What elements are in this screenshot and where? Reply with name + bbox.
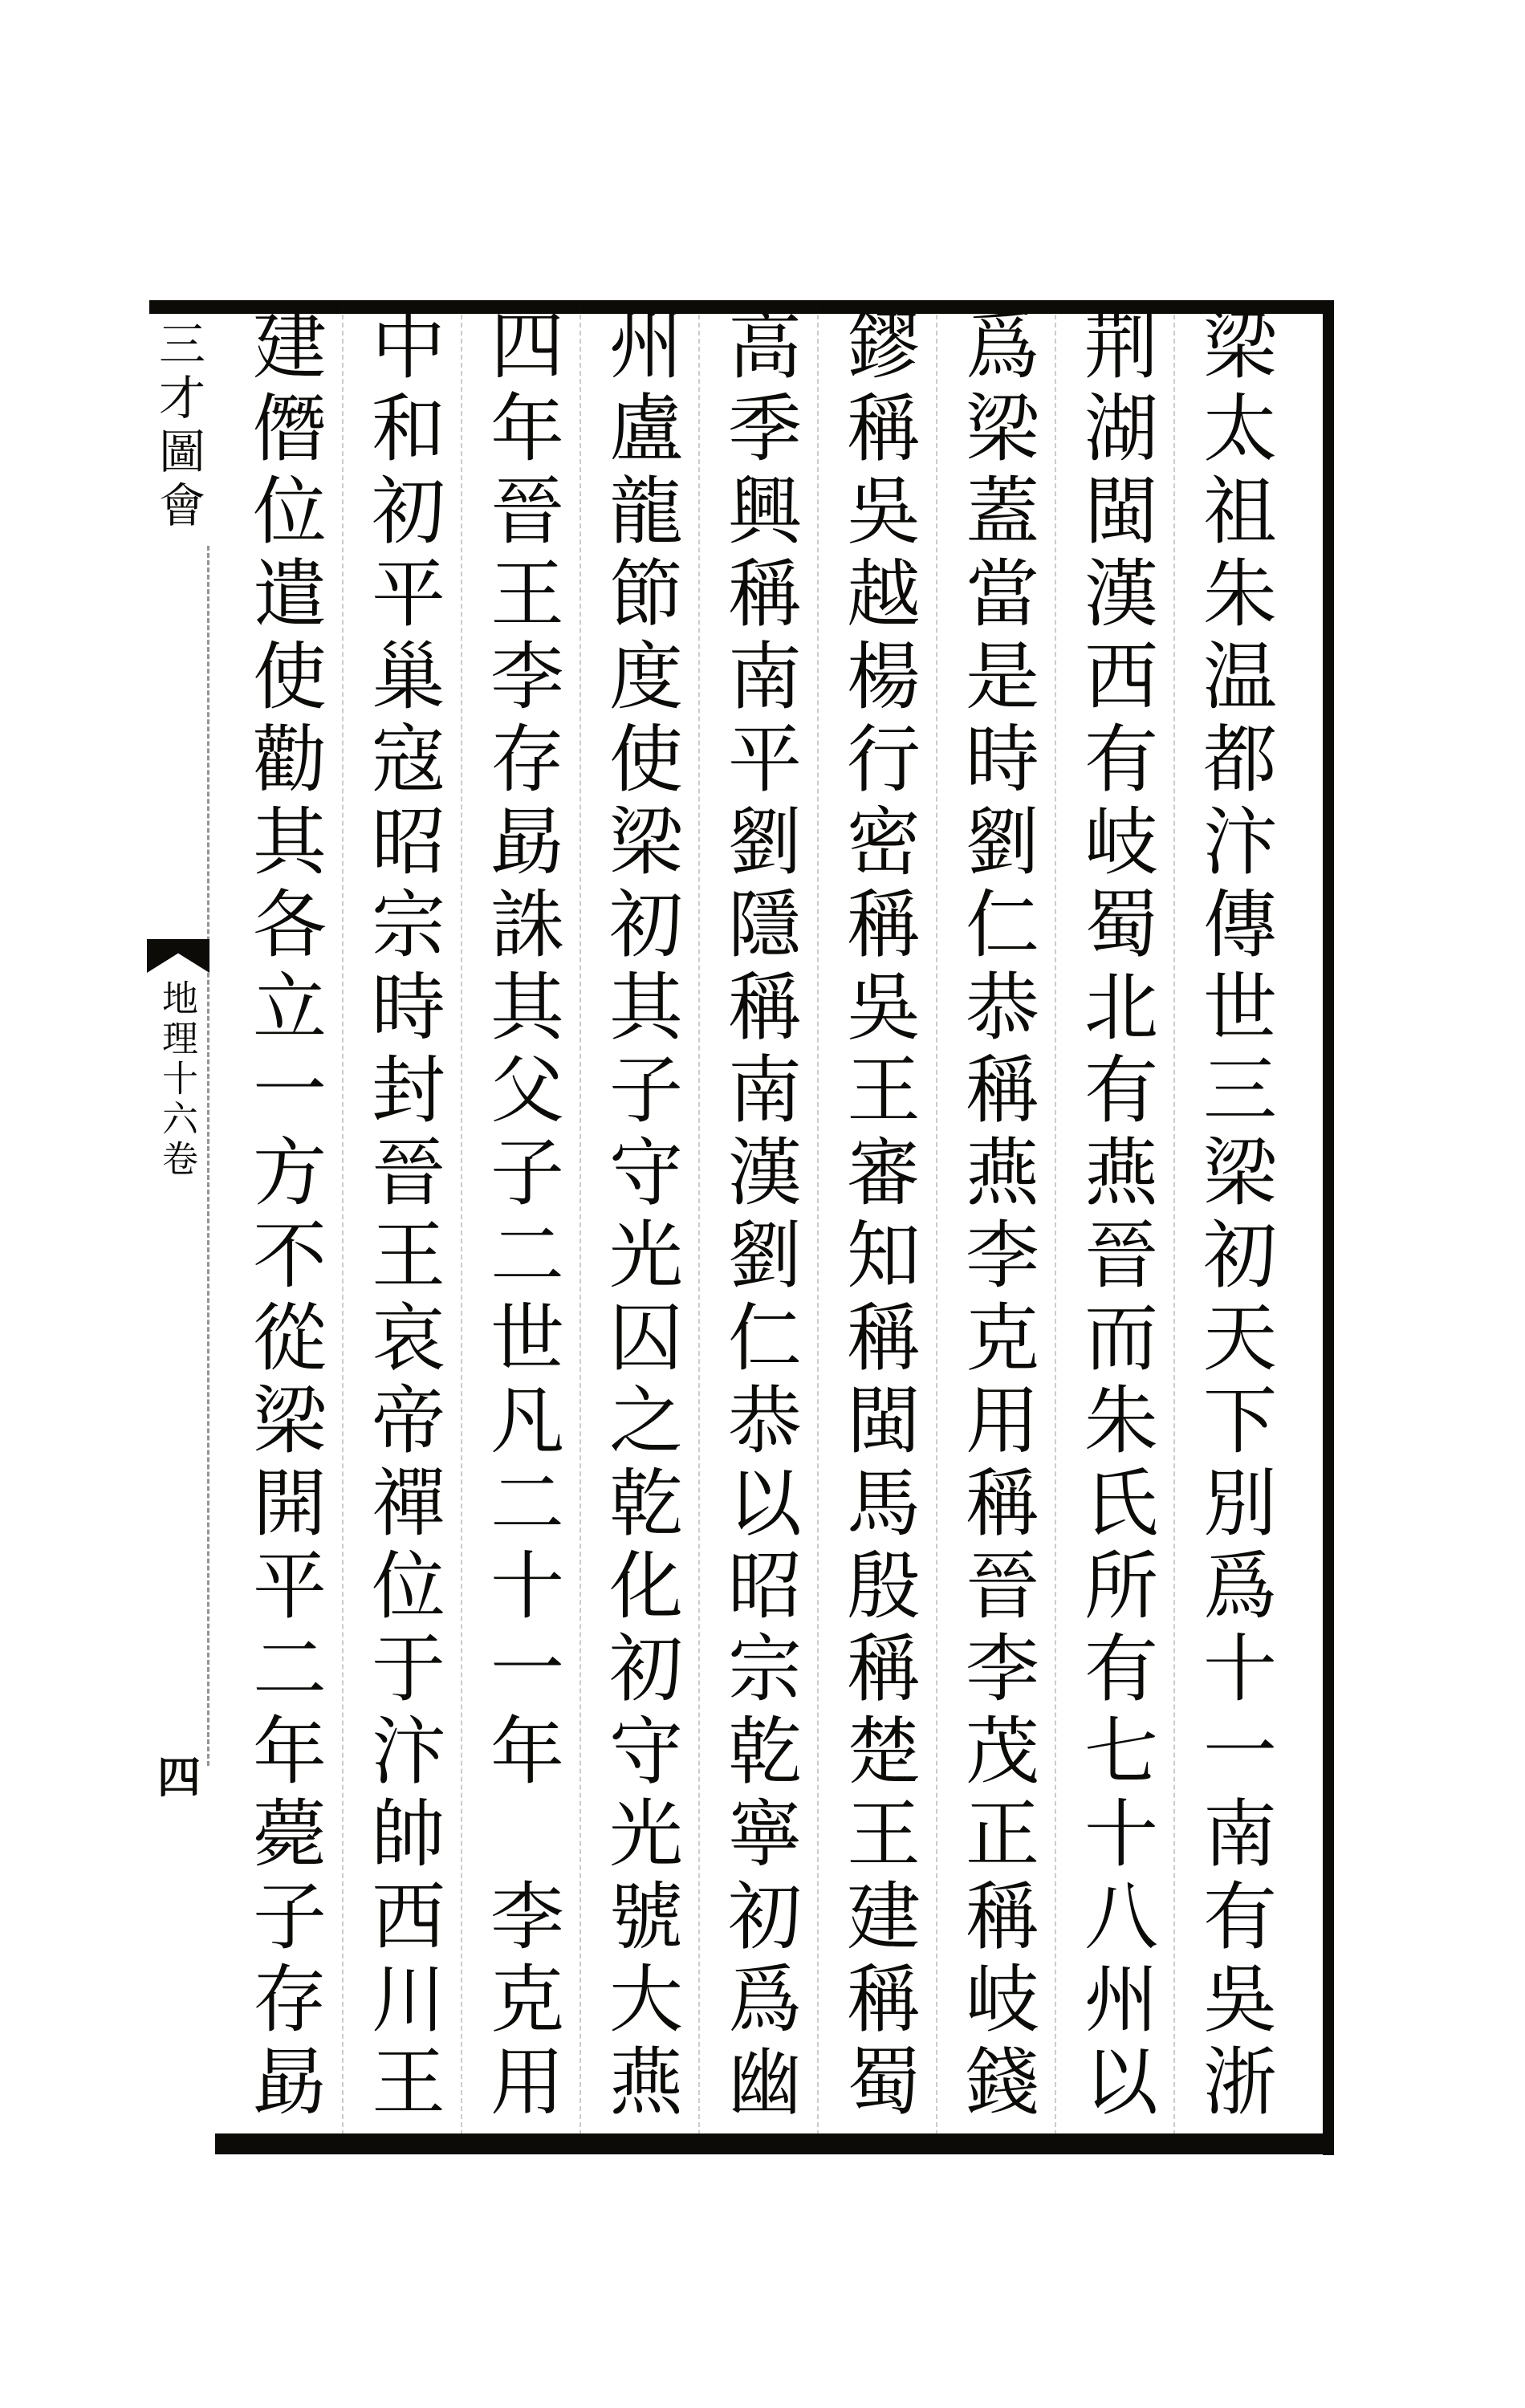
text-column-9: 建僭位遣使勸其各立一方不從梁開平二年薨子存勗	[225, 307, 344, 2135]
text-area	[238, 307, 1292, 2135]
text-column-2: 荆湖閩漢西有岐蜀北有燕晉而朱氏所有七十八州以	[1056, 307, 1175, 2135]
text-column-6: 州盧龍節度使梁初其子守光囚之乾化初守光號大燕	[581, 307, 700, 2135]
page-number: 四	[157, 1751, 201, 1803]
text-column-3: 爲梁蓋當是時劉仁恭稱燕李克用稱晉李茂正稱岐錢	[937, 307, 1056, 2135]
text-column-1: 梁太祖朱温都汴傳世三梁初天下別爲十一南有吳浙	[1191, 307, 1277, 2125]
text-column-8: 中和初平巢寇昭宗時封晉王哀帝禪位于汴帥西川王	[344, 307, 462, 2135]
fishtail-marker-icon	[147, 939, 209, 973]
volume-label: 地理十六卷	[156, 979, 198, 1180]
book-title: 三才圖會	[151, 319, 205, 535]
text-column-4: 鏐稱吳越楊行密稱吳王審知稱閩馬殷稱楚王建稱蜀	[819, 307, 937, 2135]
frame-right-border	[1323, 300, 1334, 2155]
spine-fold-rule	[207, 546, 209, 1766]
text-column-7: 四年晉王李存勗誅其父子二世凡二十一年 李克用	[462, 307, 581, 2135]
frame-bottom-border	[215, 2133, 1334, 2154]
text-column-5: 高季興稱南平劉隱稱南漢劉仁恭以昭宗乾寧初爲幽	[700, 307, 819, 2135]
